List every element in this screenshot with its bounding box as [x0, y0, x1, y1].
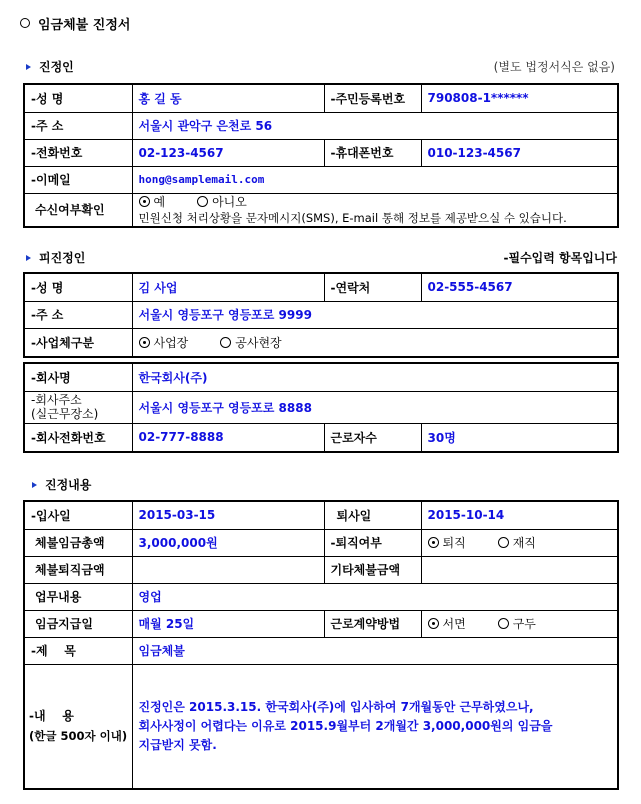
radio-checked-icon: [139, 337, 150, 348]
content-textarea[interactable]: [132, 664, 618, 789]
label: -입사일: [24, 501, 132, 529]
leave-date-field[interactable]: 2015-10-14: [421, 501, 618, 529]
radio-unchecked-icon: [498, 537, 509, 548]
radio-business-site[interactable]: [139, 336, 189, 350]
label: 근로계약방법: [324, 610, 421, 637]
form-title: [20, 14, 130, 33]
label: -휴대폰번호: [324, 139, 421, 166]
rrn-field[interactable]: 790808-1******: [421, 84, 618, 112]
label: -성 명: [24, 84, 132, 112]
label: 근로자수: [324, 423, 421, 452]
form-title-text: 임금체불 진정서: [38, 18, 131, 33]
section-title: 진정인: [39, 60, 74, 74]
no-legal-form-note: (별도 법정서식은 없음): [493, 60, 615, 74]
option-label: 퇴직: [442, 536, 466, 550]
label: 기타체불금액: [324, 556, 421, 583]
section-title: 피진정인: [39, 251, 86, 265]
label: -주민등록번호: [324, 84, 421, 112]
label: -회사전화번호: [24, 423, 132, 452]
label: -연락처: [324, 273, 421, 301]
respondent-name-field[interactable]: 김 사업: [132, 273, 324, 301]
label: 업무내용: [24, 583, 132, 610]
phone-field[interactable]: 02-123-4567: [132, 139, 324, 166]
option-label: 사업장: [153, 335, 189, 350]
label: -회사명: [24, 363, 132, 391]
content-line: 지급받지 못함.: [138, 737, 217, 752]
content-table: [23, 500, 619, 790]
label: -제 목: [24, 637, 132, 664]
radio-recv-yes[interactable]: [139, 195, 166, 209]
label: -전화번호: [24, 139, 132, 166]
label: 체불임금총액: [24, 529, 132, 556]
section-content-heading: [32, 476, 91, 493]
radio-unchecked-icon: [220, 337, 231, 348]
receive-notice: 민원신청 처리상황을 문자메시지(SMS), E-mail 통해 정보를 제공받으실 수 있습니다.: [138, 210, 567, 225]
respondent-table: [23, 272, 619, 358]
radio-checked-icon: [139, 196, 150, 207]
label: 임금지급일: [24, 610, 132, 637]
label: -퇴직여부: [324, 529, 421, 556]
contact-field[interactable]: 02-555-4567: [421, 273, 618, 301]
workers-field[interactable]: 30명: [421, 423, 618, 452]
label: 체불퇴직금액: [24, 556, 132, 583]
option-label: 아니오: [212, 194, 247, 209]
label: -성 명: [24, 273, 132, 301]
radio-checked-icon: [428, 537, 439, 548]
radio-verbal[interactable]: [498, 617, 536, 631]
radio-recv-no[interactable]: [197, 195, 247, 209]
triangle-bullet-icon: [26, 64, 31, 70]
triangle-bullet-icon: [26, 255, 31, 261]
radio-employed[interactable]: [498, 536, 536, 550]
section-petitioner-heading: [26, 58, 74, 75]
option-label: 예: [153, 194, 166, 209]
radio-retired[interactable]: [428, 536, 466, 550]
radio-written[interactable]: [428, 617, 466, 631]
company-name-field[interactable]: 한국회사(주): [132, 363, 618, 391]
required-note: -필수입력 항목입니다: [503, 251, 617, 265]
company-address-field[interactable]: 서울시 영등포구 영등포로 8888: [132, 391, 618, 423]
label: -주 소: [24, 112, 132, 139]
other-unpaid-field[interactable]: [421, 556, 618, 583]
section-respondent-heading: [26, 249, 85, 266]
triangle-bullet-icon: [32, 482, 37, 488]
join-date-field[interactable]: 2015-03-15: [132, 501, 324, 529]
job-field[interactable]: 영업: [132, 583, 618, 610]
respondent-address-field[interactable]: 서울시 영등포구 영등포로 9999: [132, 301, 618, 328]
payday-field[interactable]: 매월 25일: [132, 610, 324, 637]
petitioner-name-field[interactable]: 홍 길 동: [132, 84, 324, 112]
email-field[interactable]: hong@samplemail.com: [132, 166, 618, 193]
severance-field[interactable]: [132, 556, 324, 583]
company-phone-field[interactable]: 02-777-8888: [132, 423, 324, 452]
content-line: 진정인은 2015.3.15. 한국회사(주)에 입사하여 7개월동안 근무하였으나,: [138, 699, 534, 714]
petitioner-table: [23, 83, 619, 228]
section-title: 진정내용: [45, 478, 92, 492]
label: 수신여부확인: [24, 193, 132, 227]
content-line: 회사사정이 어렵다는 이유로 2015.9월부터 2개월간 3,000,000원의 임금을: [138, 718, 553, 733]
label: 퇴사일: [324, 501, 421, 529]
radio-unchecked-icon: [498, 618, 509, 629]
label: (한글 500자 이내): [29, 729, 128, 744]
radio-checked-icon: [428, 618, 439, 629]
company-table: [23, 362, 619, 453]
label: (실근무장소): [31, 407, 99, 421]
subject-field[interactable]: 임금체불: [132, 637, 618, 664]
label: -회사주소: [31, 393, 82, 407]
option-label: 서면: [442, 617, 466, 631]
label: -주 소: [24, 301, 132, 328]
mobile-field[interactable]: 010-123-4567: [421, 139, 618, 166]
label: -이메일: [24, 166, 132, 193]
unpaid-total-field[interactable]: 3,000,000원: [132, 529, 324, 556]
option-label: 구두: [512, 617, 536, 631]
option-label: 공사현장: [235, 335, 282, 350]
option-label: 재직: [512, 536, 536, 550]
petitioner-address-field[interactable]: 서울시 관악구 은천로 56: [132, 112, 618, 139]
radio-construction-site[interactable]: [220, 336, 281, 350]
circle-bullet-icon: [20, 18, 30, 28]
label: -내 용: [29, 709, 74, 724]
radio-unchecked-icon: [197, 196, 208, 207]
label: -사업체구분: [24, 328, 132, 357]
